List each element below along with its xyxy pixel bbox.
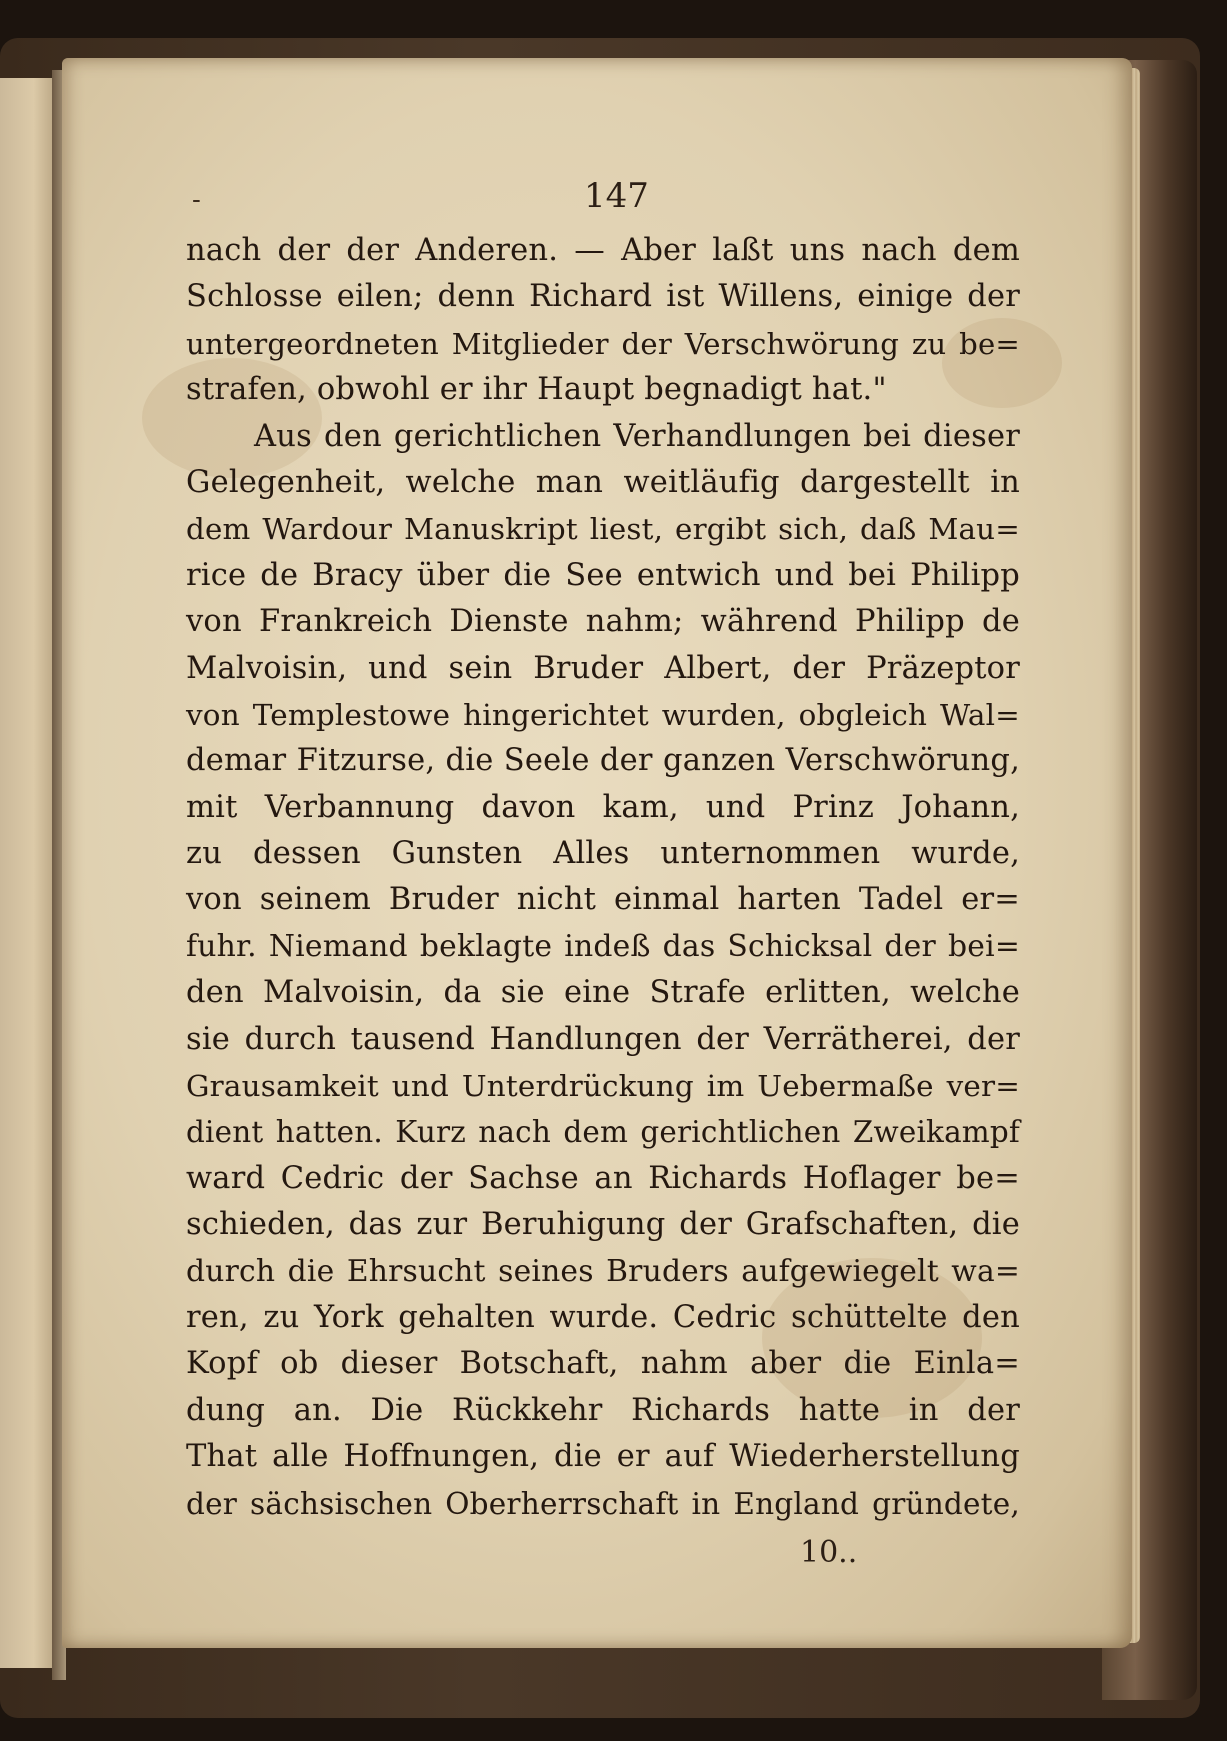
text-line: rice de Bracy über die See entwich und bei Philipp [186, 557, 1020, 593]
text-line: mit Verbannung davon kam, und Prinz Johann, [186, 789, 1020, 825]
text-line: von Templestowe hingerichtet wurden, obgleich Wal= [186, 697, 1020, 732]
body-text [186, 228, 1020, 1527]
text-line: That alle Hoffnungen, die er auf Wiederherstellung [186, 1439, 1020, 1475]
text-line: durch die Ehrsucht seines Bruders aufgewiegelt wa= [186, 1253, 1020, 1289]
facing-page [0, 78, 56, 1668]
signature-mark: 10.. [800, 1535, 858, 1570]
text-line: nach der der Anderen. — Aber laßt uns nach dem [186, 233, 1020, 268]
text-line: fuhr. Niemand beklagte indeß das Schicksal der bei= [186, 928, 1020, 964]
text-line: ward Cedric der Sachse an Richards Hoflager be= [186, 1160, 1020, 1196]
text-line: von seinem Bruder nicht einmal harten Tadel er= [186, 882, 1020, 918]
page-number: 147 [584, 176, 649, 216]
text-line: strafen, obwohl er ihr Haupt begnadigt hat." [186, 372, 887, 408]
text-line: von Frankreich Dienste nahm; während Philipp de [186, 604, 1020, 640]
text-line: der sächsischen Oberherrschaft in England gründete, [186, 1486, 1020, 1521]
text-line: Gelegenheit, welche man weitläufig dargestellt in [186, 464, 1020, 500]
text-line: demar Fitzurse, die Seele der ganzen Verschwörung, [186, 743, 1020, 779]
text-line: Aus den gerichtlichen Verhandlungen bei dieser [254, 418, 1020, 454]
text-line: zu dessen Gunsten Alles unternommen wurde, [186, 836, 1020, 872]
text-line: Malvoisin, und sein Bruder Albert, der Präzeptor [186, 650, 1020, 686]
text-line: den Malvoisin, da sie eine Strafe erlitten, welche [186, 975, 1020, 1011]
text-line: Kopf ob dieser Botschaft, nahm aber die Einla= [186, 1346, 1020, 1382]
text-line: schieden, das zur Beruhigung der Grafschaften, die [186, 1207, 1020, 1243]
text-line: dem Wardour Manuskript liest, ergibt sich, daß Mau= [186, 512, 1020, 547]
text-line: Schlosse eilen; denn Richard ist Willens, einige der [186, 279, 1020, 315]
header-mark: - [192, 185, 201, 215]
text-line: dient hatten. Kurz nach dem gerichtlichen Zweikampf [186, 1115, 1020, 1150]
text-line: ren, zu York gehalten wurde. Cedric schüttelte den [186, 1299, 1020, 1335]
text-line: Grausamkeit und Unterdrückung im Uebermaße ver= [186, 1069, 1020, 1104]
text-line: dung an. Die Rückkehr Richards hatte in der [186, 1392, 1020, 1428]
text-line: sie durch tausend Handlungen der Verrätherei, der [186, 1021, 1020, 1057]
text-line: untergeordneten Mitglieder der Verschwörung zu be= [186, 326, 1020, 361]
